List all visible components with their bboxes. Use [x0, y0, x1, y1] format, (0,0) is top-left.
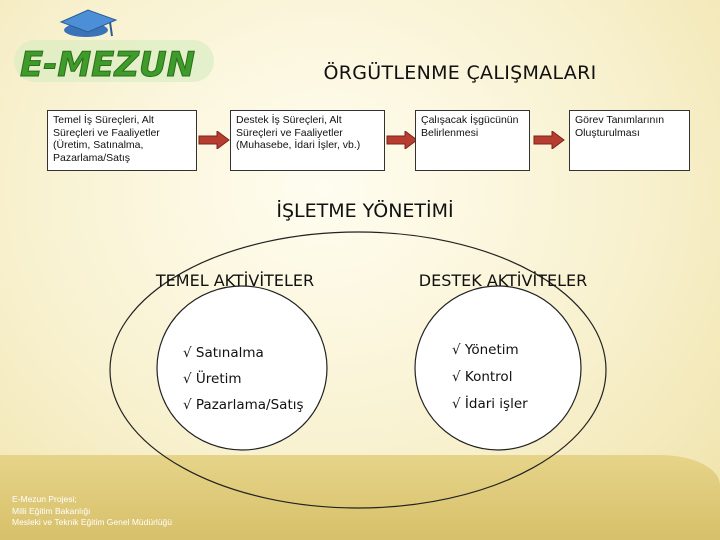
list-item: √ Üretim [183, 371, 242, 387]
list-item: √ Satınalma [183, 345, 264, 361]
flow-box-destek: Destek İş Süreçleri, Alt Süreçleri ve Faaliyetler (Muhasebe, İdari İşler, vb.) [230, 110, 385, 171]
list-item: √ Kontrol [452, 369, 513, 385]
flow-box-temel: Temel İş Süreçleri, Alt Süreçleri ve Faaliyetler (Üretim, Satınalma, Pazarlama/Satış [47, 110, 197, 171]
temel-heading: TEMEL AKTİVİTELER [155, 271, 315, 290]
list-item: √ İdari işler [452, 396, 528, 412]
footer-line: Mesleki ve Teknik Eğitim Genel Müdürlüğü [12, 517, 172, 527]
flow-box-isgucu: Çalışacak İşgücünün Belirlenmesi [415, 110, 530, 171]
footer-line: E-Mezun Projesi; [12, 494, 77, 504]
logo-text: E-MEZUN [20, 45, 196, 85]
footer-text [12, 494, 172, 529]
list-item: √ Yönetim [452, 342, 519, 358]
flow-box-gorev: Görev Tanımlarının Oluşturulması [569, 110, 690, 171]
destek-list [452, 337, 528, 418]
footer-line: Milli Eğitim Bakanlığı [12, 505, 91, 516]
temel-list [183, 340, 304, 418]
main-heading: İŞLETME YÖNETİMİ [276, 200, 454, 222]
list-item: √ Pazarlama/Satış [183, 397, 304, 413]
page-title: ÖRGÜTLENME ÇALIŞMALARI [323, 62, 597, 84]
destek-heading: DESTEK AKTİVİTELER [418, 271, 588, 290]
